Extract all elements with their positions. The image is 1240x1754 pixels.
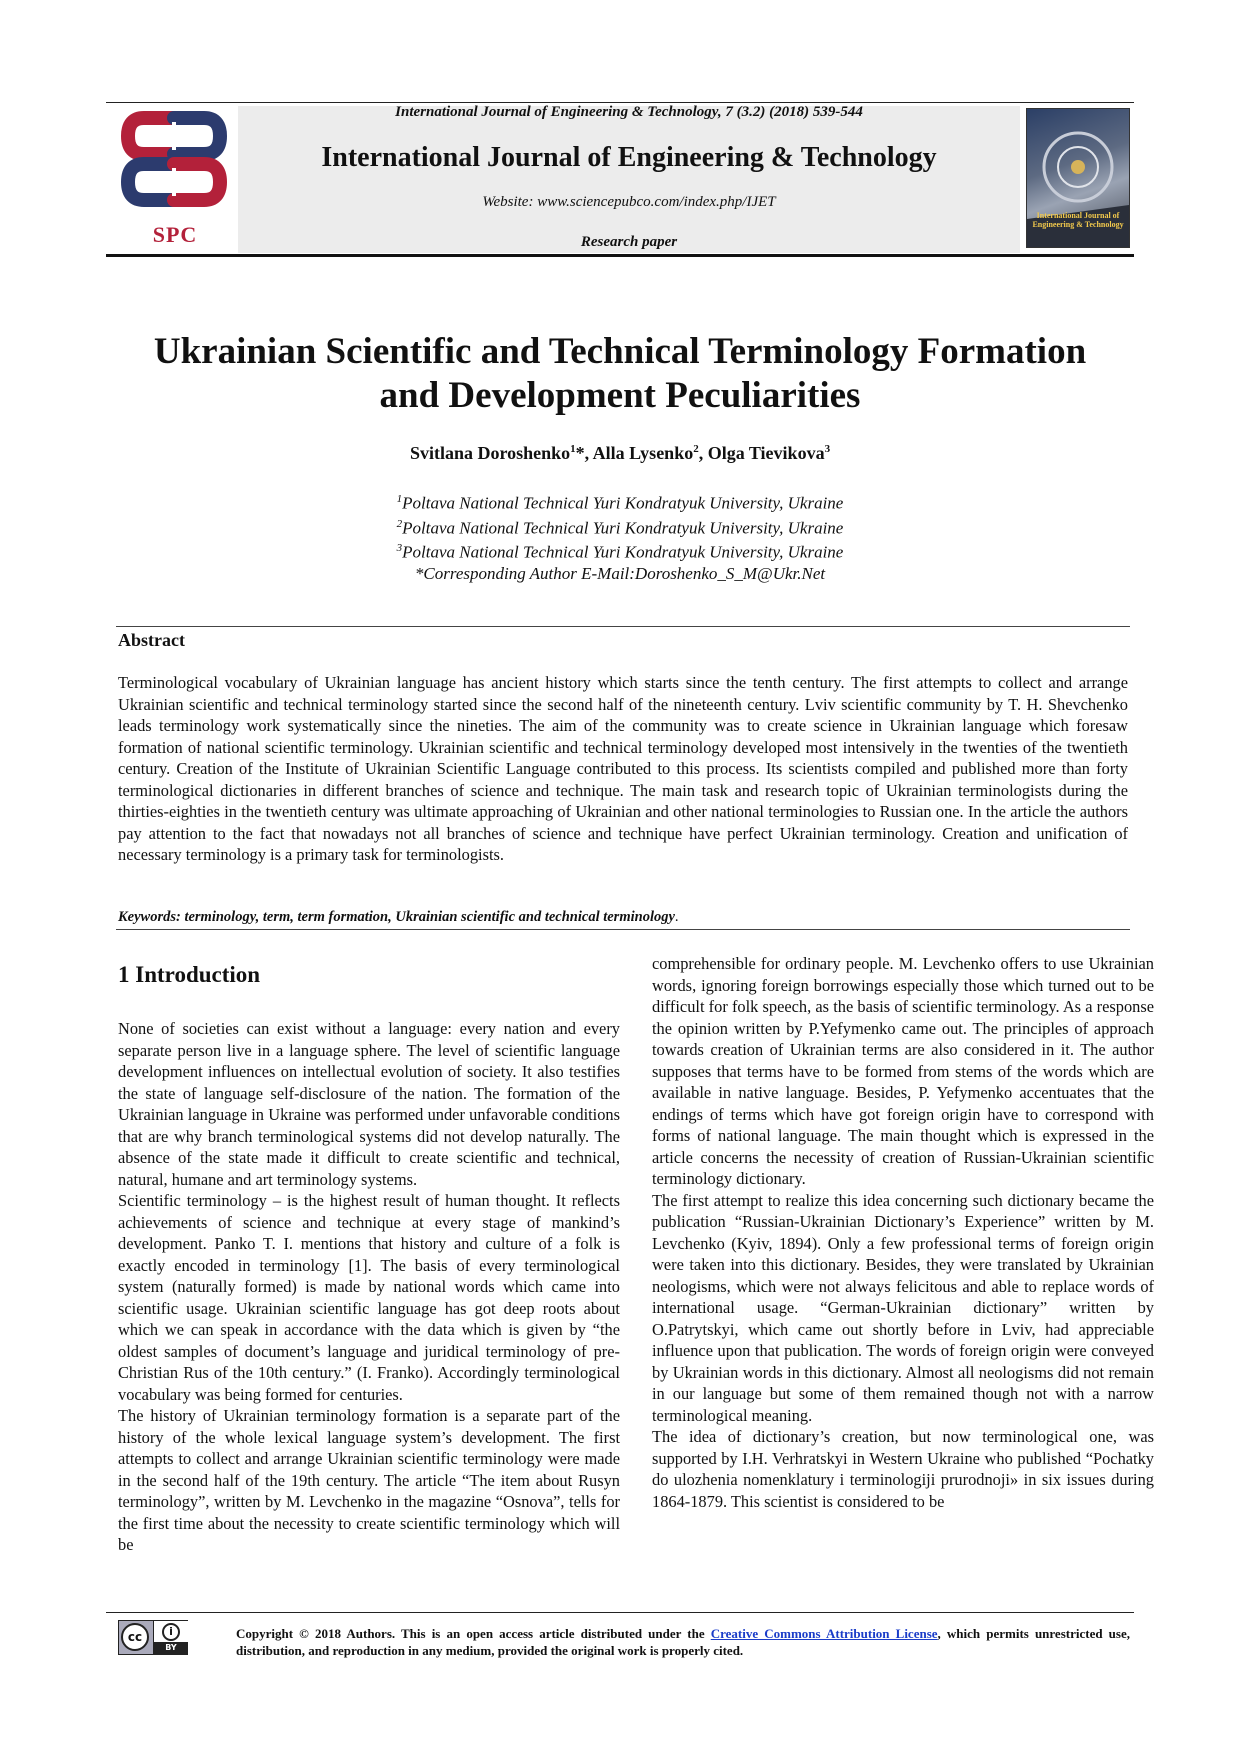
keywords-bottom-rule xyxy=(116,929,1130,930)
abstract-text: Terminological vocabulary of Ukrainian language has ancient history which starts since the tenth century. The first attempts to collect and arrange Ukrainian scientific and technical terminology started since the second half of the nineteenth century. Lviv scientific community by T. H. Shevchenko leads terminology work systematically since the nineties. The aim of the community was to create science in Ukrainian language which foresaw formation of national scientific terminology. Ukrainian scientific and technical terminology developed most intensively in the twenties of the twentieth century. Creation of the Institute of Ukrainian Scientific Language contributed to this process. Its scientists compiled and published more than forty terminological dictionaries in different branches of science and technique. The main task and research topic of Ukrainian terminologists during the thirties-eighties in the twentieth century was ultimate approaching of Ukrainian and other national terminologies to Russian one. In the article the authors pay attention to the fact that nowadays not all branches of science and technique have perfect Ukrainian terminology. Creation and unification of necessary terminology is a primary task for terminologists. xyxy=(118,673,1128,864)
affiliation-1-text: Poltava National Technical Yuri Kondratyuk University, Ukraine xyxy=(402,493,844,513)
keywords-text: Keywords: terminology, term, term formation, Ukrainian scientific and technical terminology xyxy=(118,909,675,925)
paragraph: The first attempt to realize this idea concerning such dictionary became the publication “Russian-Ukrainian Dictionary’s Experience” written by M. Levchenko (Kyiv, 1894). Only a few professional terms of foreign origin were taken into this dictionary. Besides, they were translated by Ukrainian neologisms, which were not always felicitous and able to replace words of international usage. “German-Ukrainian dictionary” written by O.Patrytskyi, which came out shortly before in Lviv, had appreciable influence upon that publication. The words of foreign origin were conveyed by Ukrainian words in this dictionary. Almost all neologisms did not remain in our language but some of them remained though not with a narrow terminological meaning. xyxy=(652,1190,1154,1425)
by-label: BY xyxy=(154,1642,188,1654)
attribution-person-icon: i xyxy=(162,1623,180,1641)
paper-title-line-2: and Development Peculiarities xyxy=(379,375,861,416)
affiliation-1 xyxy=(110,489,1130,514)
corresponding-author: *Corresponding Author E-Mail:Doroshenko_S_M@Ukr.Net xyxy=(414,563,826,583)
copyright-notice xyxy=(236,1625,1130,1659)
paper-title-line-1: Ukrainian Scientific and Technical Terminology Formation xyxy=(153,331,1087,372)
author-list: Svitlana Doroshenko$^1$*, Alla Lysenko$^2$, Olga Tievikova$^3$ xyxy=(409,443,831,463)
copyright-prefix: Copyright © 2018 Authors. This is an open access article distributed under the xyxy=(236,1626,711,1641)
author-1: Svitlana Doroshenko xyxy=(409,443,571,463)
right-column xyxy=(652,953,1154,1512)
paper-type: Research paper xyxy=(580,234,678,250)
affiliation-2-text: Poltava National Technical Yuri Kondratyuk University, Ukraine xyxy=(402,518,844,538)
footer-rule xyxy=(106,1612,1134,1613)
keywords-period: . xyxy=(674,909,679,925)
left-column xyxy=(118,1018,620,1556)
journal-title: International Journal of Engineering & Technology xyxy=(321,142,937,173)
author-3: Olga Tievikova xyxy=(707,443,825,463)
cc-icon: cc xyxy=(121,1623,149,1651)
author-3-sup: 3 xyxy=(824,443,831,455)
by-section xyxy=(153,1621,188,1654)
section-heading-introduction: 1 Introduction xyxy=(118,962,261,987)
affiliation-3 xyxy=(110,538,1130,563)
header-bottom-rule xyxy=(106,254,1134,257)
affiliation-3-text: Poltava National Technical Yuri Kondratyuk University, Ukraine xyxy=(402,542,844,562)
journal-cover-image xyxy=(1026,108,1130,248)
abstract-heading: Abstract xyxy=(118,630,185,650)
paragraph: The history of Ukrainian terminology formation is a separate part of the history of the whole lexical language system’s development. The first attempts to collect and arrange Ukrainian scientific terminology were made in the second half of the 19th century. The article “The item about Rusyn terminology”, written by M. Levchenko in the magazine “Osnova”, tells for the first time about the necessity to create scientific terminology which will be xyxy=(118,1406,620,1554)
affiliation-3-sup: 3 xyxy=(396,542,403,555)
journal-website: Website: www.sciencepubco.com/index.php/IJET xyxy=(482,194,776,210)
paragraph: None of societies can exist without a language: every nation and every separate person live in a language sphere. The level of scientific language development influences on intellectual evolution of society. It also testifies the state of language self-disclosure of the nation. The formation of the Ukrainian language in Ukraine was performed under unfavorable conditions that are why branch terminological systems did not develop naturally. The absence of the state made it difficult to create scientific and technical, natural, humane and art terminology systems. xyxy=(118,1019,620,1189)
cover-title: International Journal of Engineering & Technology xyxy=(1032,211,1124,229)
paragraph: comprehensible for ordinary people. M. Levchenko offers to use Ukrainian words, ignoring foreign borrowings especially those which turned out to be difficult for folk speech, as the basis of scientific terminology. As a response the opinion written by P.Yefymenko came out. The principles of approach towards creation of Ukrainian terms are also considered in it. The author supposes that terms have to be formed from stems of the words which are available in native language. Besides, P. Yefymenko accentuates that the endings of terms which have got foreign origin have to correspond with forms of national language. The main thought which is expressed in the article concerns the necessity of creation of Russian-Ukrainian scientific terminology dictionary. xyxy=(652,954,1154,1188)
author-2: Alla Lysenko xyxy=(592,443,694,463)
spc-logo-text: SPC xyxy=(152,222,198,247)
author-1-sup: 1 xyxy=(570,443,576,455)
cc-by-license-badge[interactable] xyxy=(118,1620,188,1655)
keywords xyxy=(118,909,1128,926)
affiliations xyxy=(110,489,1130,584)
affiliation-2 xyxy=(110,514,1130,539)
header-top-rule xyxy=(106,102,1134,103)
affiliation-2-sup: 2 xyxy=(396,517,403,530)
corresponding-mark: * xyxy=(575,443,585,463)
copyright-suffix: , which permits unrestricted use, distribution, and reproduction in any medium, provided the original work is properly cited. xyxy=(236,1626,1130,1658)
author-2-sup: 2 xyxy=(693,443,699,455)
abstract-top-rule xyxy=(116,626,1130,627)
paragraph: Scientific terminology – is the highest result of human thought. It reflects achievements of science and technique at every stage of mankind’s development. Panko T. I. mentions that history and culture of a folk is exactly encoded in terminology [1]. The basis of every terminological system (naturally formed) is made by national words which came into scientific usage. Ukrainian scientific language has got deep roots about which we can speak in accordance with the data which is given by “the oldest samples of document’s language and juridical terminology of pre-Christian Rus of the 10th century.” (I. Franko). Accordingly terminological vocabulary was being formed for centuries. xyxy=(118,1191,620,1404)
license-link[interactable]: Creative Commons Attribution License xyxy=(710,1626,938,1641)
paragraph: The idea of dictionary’s creation, but now terminological one, was supported by I.H. Verhratskyi in Western Ukraine who published “Pochatky do ulozhenia nomenklatury i terminologiji prurodnoji» in six issues during 1864-1879. This scientist is considered to be xyxy=(652,1427,1154,1511)
affiliation-1-sup: 1 xyxy=(396,493,403,505)
journal-citation: International Journal of Engineering & Technology, 7 (3.2) (2018) 539-544 xyxy=(395,104,863,120)
header-band xyxy=(238,106,1020,253)
paper-title xyxy=(110,330,1130,418)
